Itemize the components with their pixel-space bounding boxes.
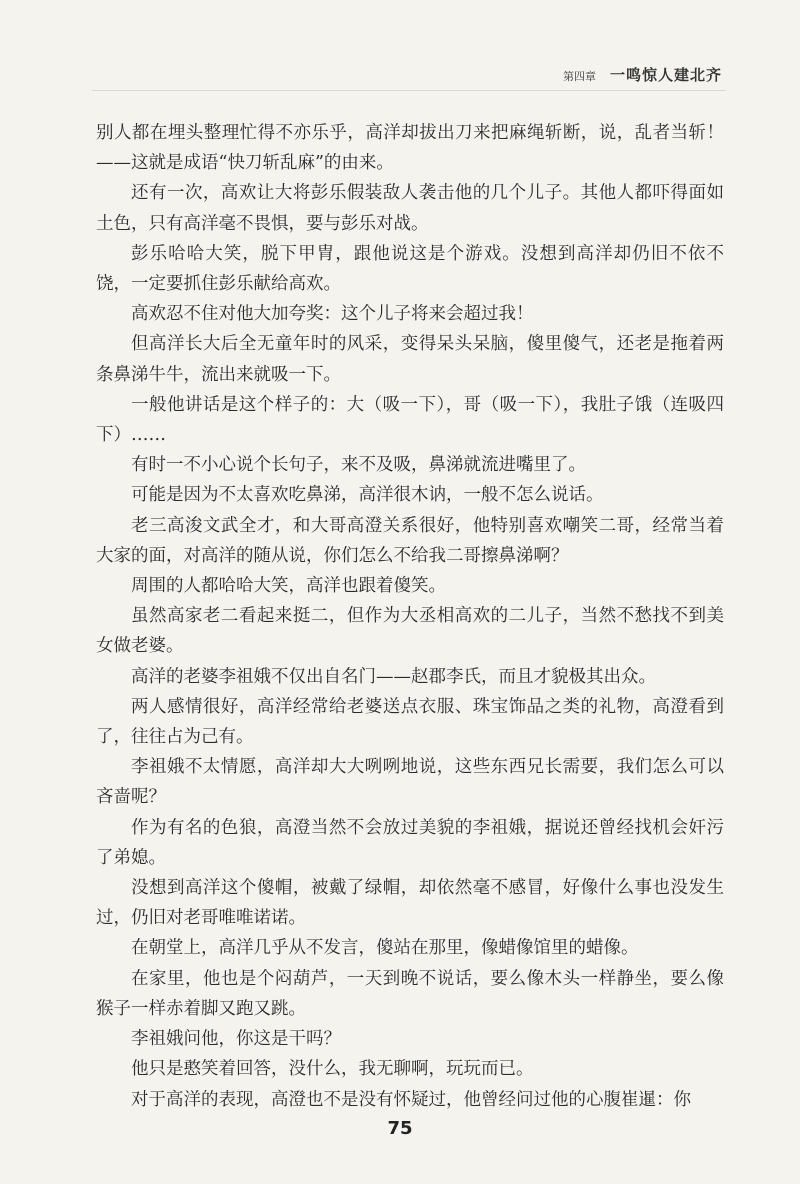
paragraph: 作为有名的色狼，高澄当然不会放过美貌的李祖娥，据说还曾经找机会奸污了弟媳。 — [96, 817, 724, 868]
paragraph: 在家里，他也是个闷葫芦，一天到晚不说话，要么像木头一样静坐，要么像猴子一样赤着脚又跑又跳。 — [96, 968, 724, 1019]
paragraph: 虽然高家老二看起来挺二，但作为大丞相高欢的二儿子，当然不愁找不到美女做老婆。 — [96, 606, 724, 657]
paragraph: 他只是憨笑着回答，没什么，我无聊啊，玩玩而已。 — [131, 1059, 534, 1080]
chapter-label: 第四章 — [562, 70, 596, 83]
paragraph: 李祖娥不太情愿，高洋却大大咧咧地说，这些东西兄长需要，我们怎么可以吝啬呢？ — [96, 757, 724, 808]
paragraph: 可能是因为不太喜欢吃鼻涕，高洋很木讷，一般不怎么说话。 — [131, 485, 604, 506]
paragraph: 李祖娥问他，你这是干吗？ — [131, 1029, 341, 1050]
paragraph: 别人都在埋头整理忙得不亦乐乎，高洋却拔出刀来把麻绳斩断，说，乱者当斩！——这就是成语“快刀斩乱麻”的由来。 — [96, 123, 724, 174]
chapter-title: 一鸣惊人建北齐 — [609, 66, 722, 84]
paragraph: 但高洋长大后全无童年时的风采，变得呆头呆脑，傻里傻气，还老是拖着两条鼻涕牛牛，流出来就吸一下。 — [96, 334, 724, 385]
paragraph: 没想到高洋这个傻帽，被戴了绿帽，却依然毫不感冒，好像什么事也没发生过，仍旧对老哥唯唯诺诺。 — [96, 878, 724, 929]
header-rule — [92, 90, 726, 91]
paragraph: 两人感情很好，高洋经常给老婆送点衣服、珠宝饰品之类的礼物，高澄看到了，往往占为己有。 — [96, 696, 724, 748]
running-head — [563, 64, 722, 85]
paragraph: 周围的人都哈哈大笑，高洋也跟着傻笑。 — [131, 576, 446, 597]
paragraph: 高欢忍不住对他大加夸奖：这个儿子将来会超过我！ — [131, 304, 534, 325]
paragraph: 有时一不小心说个长句子，来不及吸，鼻涕就流进嘴里了。 — [131, 455, 586, 476]
paragraph: 一般他讲话是这个样子的：大（吸一下），哥（吸一下），我肚子饿（连吸四下）…… — [96, 394, 724, 446]
body-text — [96, 118, 724, 1115]
paragraph: 对于高洋的表现，高澄也不是没有怀疑过，他曾经问过他的心腹崔暹：你 — [131, 1089, 691, 1110]
paragraph: 彭乐哈哈大笑，脱下甲胄，跟他说这是个游戏。没想到高洋却仍旧不依不饶，一定要抓住彭乐献给高欢。 — [96, 243, 724, 295]
paragraph: 还有一次，高欢让大将彭乐假装敌人袭击他的几个儿子。其他人都吓得面如土色，只有高洋毫不畏惧，要与彭乐对战。 — [96, 183, 724, 234]
paragraph: 在朝堂上，高洋几乎从不发言，傻站在那里，像蜡像馆里的蜡像。 — [131, 938, 639, 959]
paragraph: 高洋的老婆李祖娥不仅出自名门——赵郡李氏，而且才貌极其出众。 — [131, 666, 656, 687]
paragraph: 老三高浚文武全才，和大哥高澄关系很好，他特别喜欢嘲笑二哥，经常当着大家的面，对高洋的随从说，你们怎么不给我二哥擦鼻涕啊？ — [96, 515, 724, 566]
page-number: 75 — [387, 1118, 413, 1139]
